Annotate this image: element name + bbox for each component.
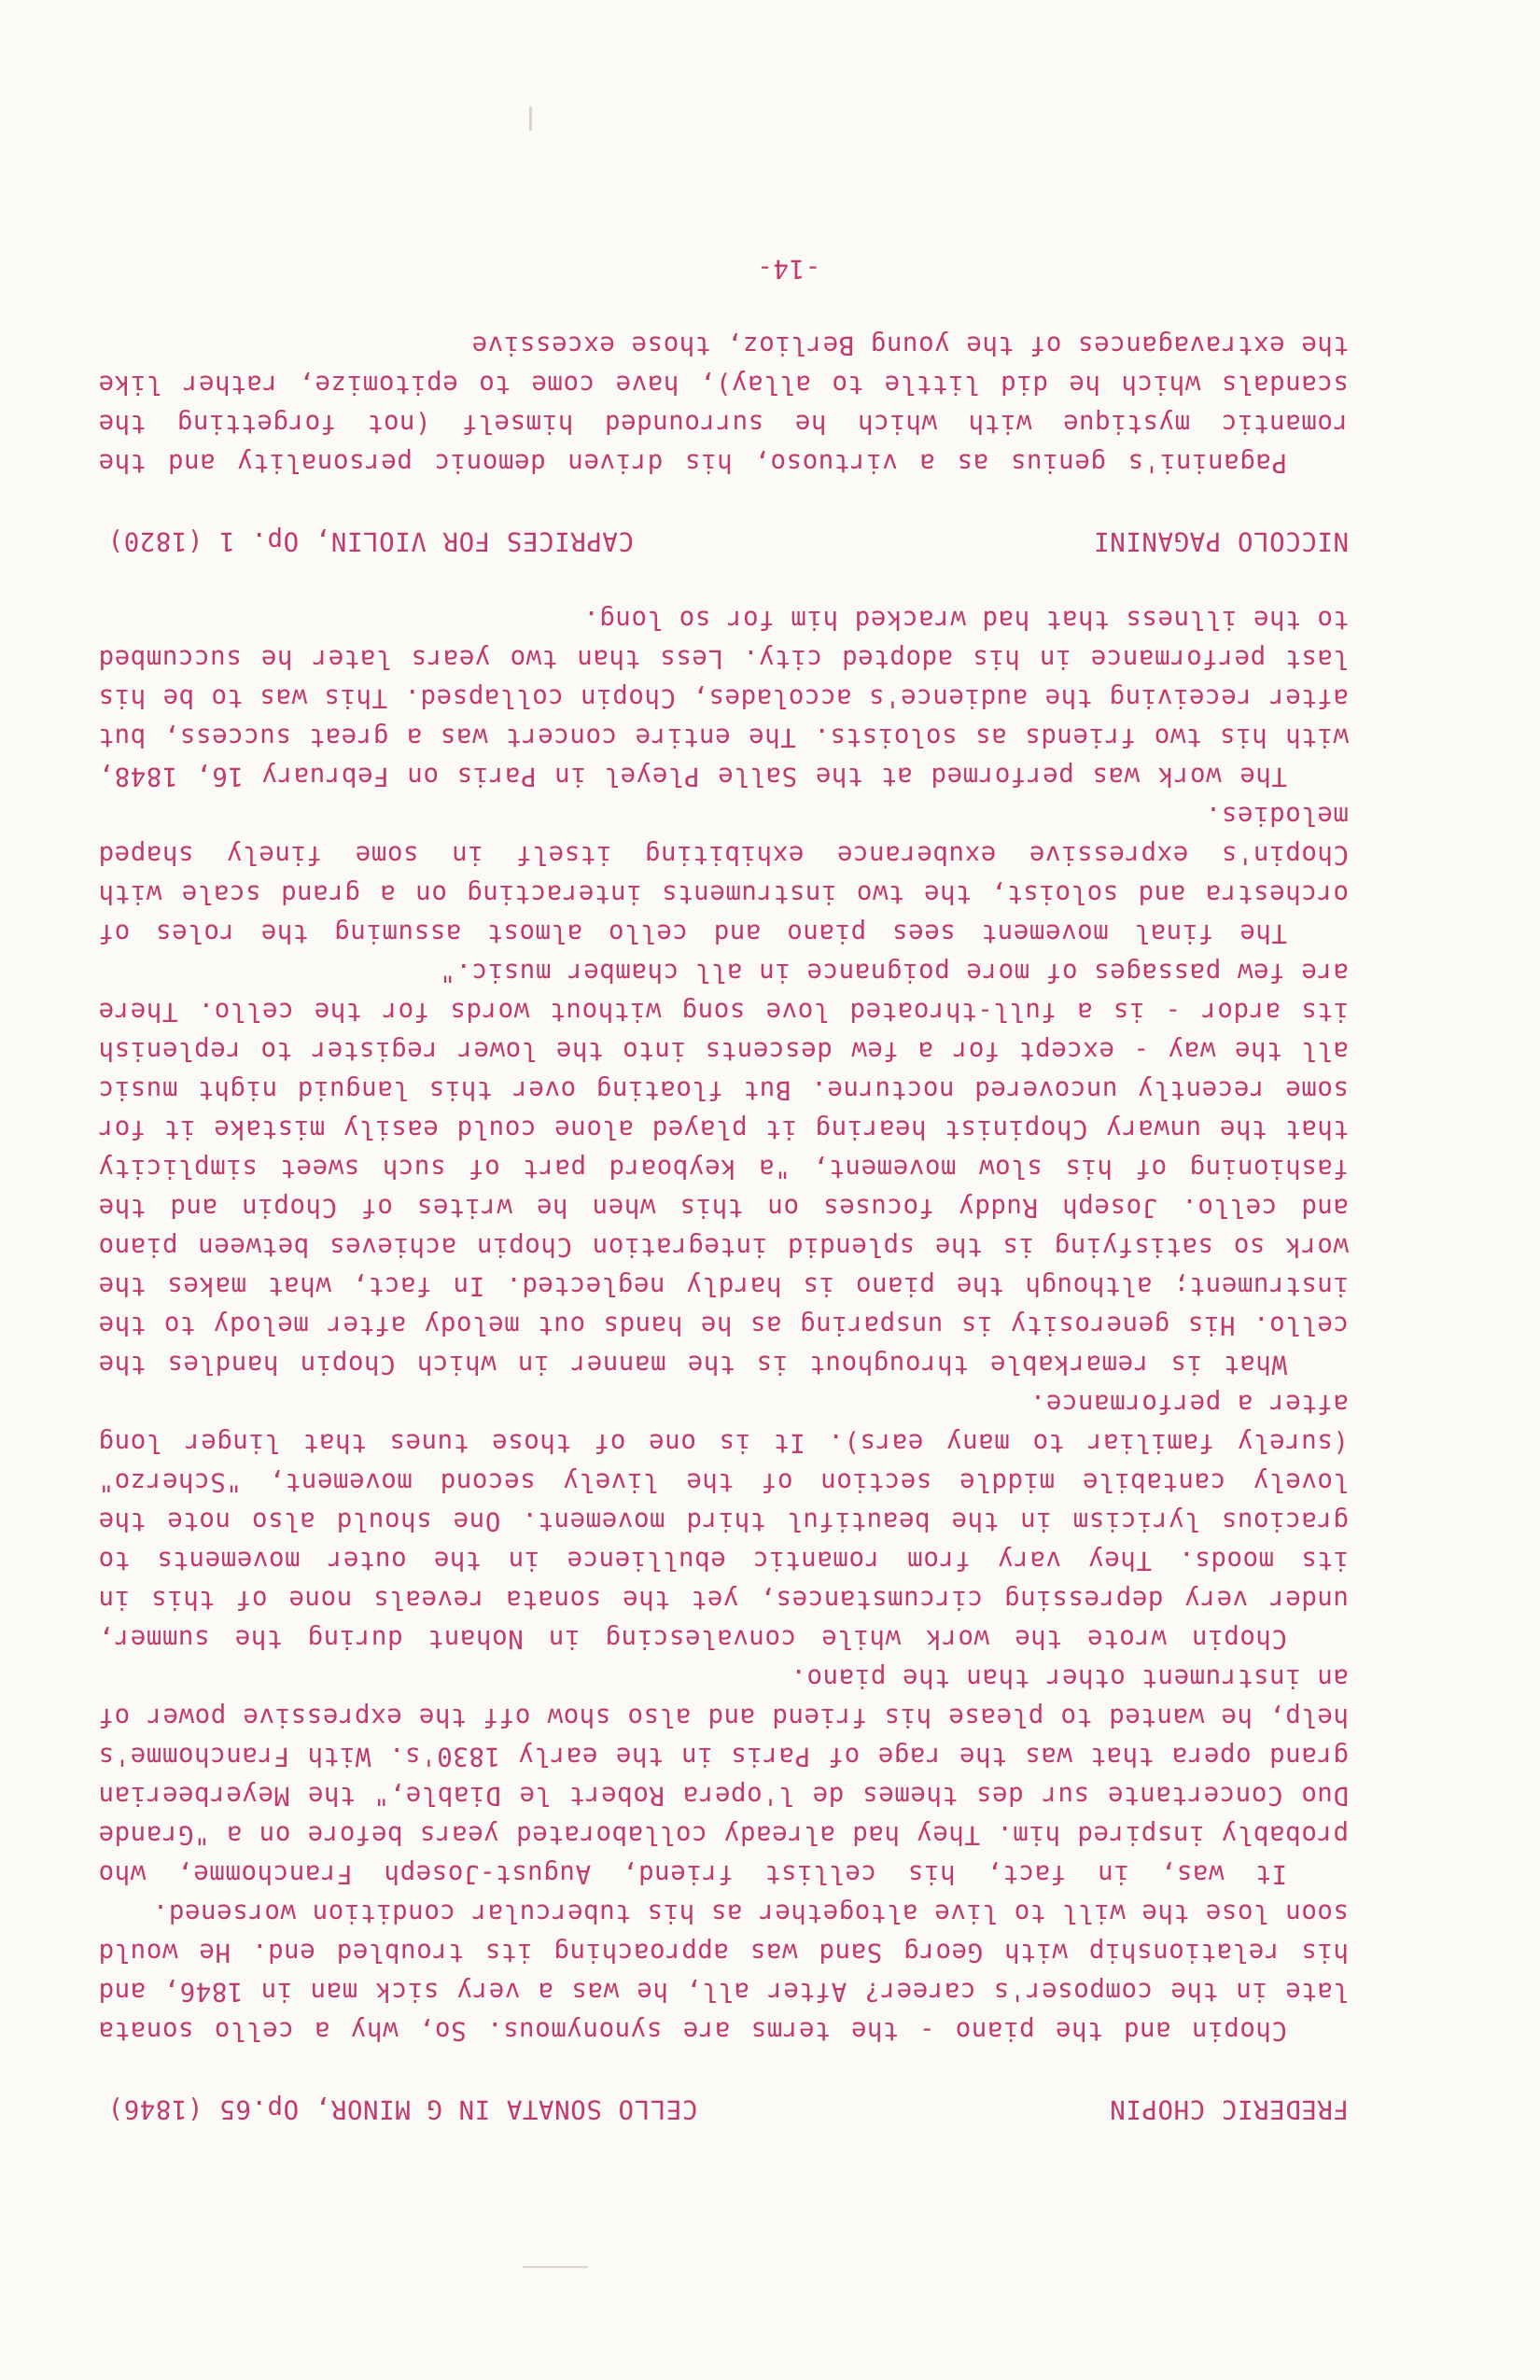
paragraph: What is remarkable throughout is the manner in which Chopin handles the cello. His generosity is unsparing as he hands out melody after melody to the instrument; although the piano is hardly neglected. In fact, what makes the work so satisfying is the splendid integration Chopin achieves between piano and cello. Joseph Ruddy focuses on this when he writes of Chopin and the fashioning of his slow movement, "a keyboard part of such sweet simplicity that the unwary Chopinist hearing it played alone could easily mistake it for some recently uncovered nocturne. But floating over this languid night music all the way - except for a few descents into the lower register to replenish its ardor - is a full-throated love song without words for the cello. There are few passages of more poignance in all chamber music.": [98, 958, 1349, 1379]
paragraph: Paganini's genius as a virtuoso, his driven demonic personality and the romantic mystique with which he surrounded himself (not forgetting the scandals which he did little to allay), have come to epitomize, rather like the extravagances of the young Berlioz, those excessive: [98, 330, 1349, 477]
work-title: CAPRICES FOR VIOLIN, Op. 1 (1820): [107, 526, 634, 555]
paragraph: Chopin and the piano - the terms are synonymous. So, why a cello sonata late in the composer's career? After all, he was a very sick man in 1846, and his relationship with Georg Sand was approaching its troubled end. He would soon lose the will to live altogether as his tubercular condition worsened.: [98, 1898, 1349, 2045]
paragraph: The work was performed at the Salle Pleyel in Paris on February 16, 1848, with his two friends as soloists. The entire concert was a great success, but after receiving the audience's accolades, Chopin collapsed. This was to be his last performance in his adopted city. Less than two years later he succumbed to the illness that had wracked him for so long.: [98, 605, 1349, 791]
paragraph: It was, in fact, his cellist friend, August-Joseph Franchomme, who probably inspired him. They had already collaborated years before on a "Grande Duo Concertante sur des themes de l'opera Robert le Diable," the Meyerbeerian grand opera that was the rage of Paris in the early 1830's. With Franchomme's help, he wanted to please his friend and also show off the expressive power of an instrument other than the piano.: [98, 1663, 1349, 1888]
composer-name: NICCOLO PAGANINI: [1093, 526, 1349, 555]
composer-name: FREDERIC CHOPIN: [1109, 2094, 1349, 2123]
section-gap: [98, 560, 1349, 599]
section-heading: [98, 521, 1349, 560]
page-number: -14-: [756, 254, 821, 283]
program-note-text: [98, 248, 1349, 2128]
paper-mark: [523, 2266, 588, 2268]
work-title: CELLO SONATA IN G MINOR, Op.65 (1846): [107, 2094, 698, 2123]
section-heading: [98, 2089, 1349, 2128]
paper-mark: [529, 106, 532, 131]
paragraph: Chopin wrote the work while convalescing in Nohant during the summer, under very depressing circumstances, yet the sonata reveals none of this in its moods. They vary from romantic ebullience in the outer movements to gracious lyricism in the beautiful third movement. One should also note the lovely cantabile middle section of the lively second movement, "Scherzo" (surely familiar to many ears). It is one of those tunes that linger long after a performance.: [98, 1389, 1349, 1653]
paragraph: The final movement sees piano and cello almost assuming the roles of orchestra and soloist, the two instruments interacting on a grand scale with Chopin's expressive exuberance exhibiting itself in some finely shaped melodies.: [98, 801, 1349, 947]
